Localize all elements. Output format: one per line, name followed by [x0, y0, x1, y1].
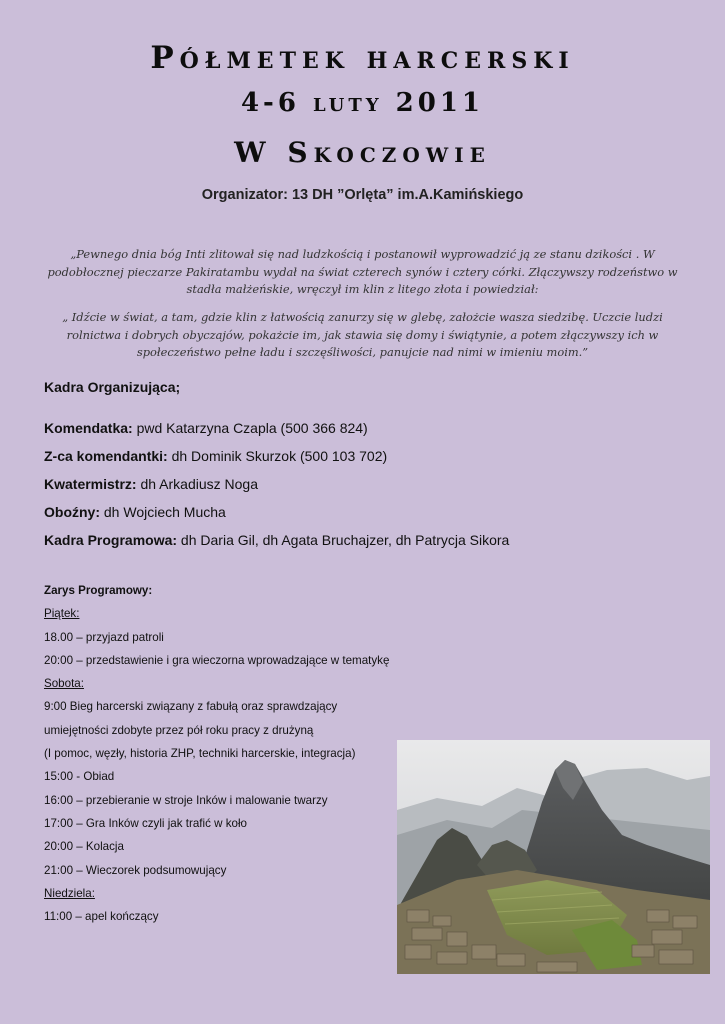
program-item: 18.00 – przyjazd patroli	[44, 630, 164, 644]
program-item: 21:00 – Wieczorek podsumowujący	[44, 863, 227, 877]
event-dates: 4-6 luty 2011	[240, 88, 485, 118]
staff-row-commander	[44, 418, 509, 446]
staff-value: dh Dominik Skurzok (500 103 702)	[167, 448, 388, 464]
staff-label: Komendatka:	[44, 420, 133, 436]
legend-paragraph-2: „ Idźcie w świat, a tam, gdzie klin z łatwością zanurzy się w glebę, założcie wasza siedzibę. Uczcie ludzi rolnictwa i dobrych obyczajów, pokażcie im, jak stawia się domy i świątynie, a potem złączywszy ich w społeczeństwo pełne ładu i szczęśliwości, panujcie nad nimi w imieniu moim.”	[62, 310, 663, 359]
program-item: 16:00 – przebieranie w stroje Inków i malowanie twarzy	[44, 793, 328, 807]
program-heading: Zarys Programowy:	[44, 584, 153, 597]
staff-list	[44, 418, 509, 558]
mountain-ruins-image	[397, 740, 710, 974]
page-title: Półmetek harcerski	[150, 40, 575, 76]
program-item: 9:00 Bieg harcerski związany z fabułą oraz sprawdzający	[44, 700, 338, 714]
event-place: W Skoczowie	[234, 136, 491, 169]
program-day-sunday: Niedziela:	[44, 886, 95, 900]
program-item: 20:00 – Kolacja	[44, 840, 124, 854]
program-item: 20:00 – przedstawienie i gra wieczorna wprowadzające w tematykę	[44, 653, 390, 667]
staff-label: Kwatermistrz:	[44, 476, 137, 492]
program-outline	[44, 583, 389, 932]
staff-value: pwd Katarzyna Czapla (500 366 824)	[132, 420, 368, 436]
staff-value: dh Wojciech Mucha	[100, 504, 226, 520]
staff-label: Kadra Programowa:	[44, 532, 178, 548]
program-day-saturday: Sobota:	[44, 677, 84, 691]
staff-row-program-staff	[44, 530, 509, 558]
program-item: 15:00 - Obiad	[44, 770, 115, 784]
staff-row-camp-marshal	[44, 502, 509, 530]
organizer-line: Organizator: 13 DH ”Orlęta” im.A.Kamińskiego	[201, 187, 524, 203]
staff-value: dh Daria Gil, dh Agata Bruchajzer, dh Patrycja Sikora	[177, 532, 510, 548]
staff-label: Oboźny:	[44, 504, 100, 520]
program-day-friday: Piątek:	[44, 607, 80, 621]
staff-row-deputy	[44, 446, 509, 474]
program-item: (I pomoc, węzły, historia ZHP, techniki harcerskie, integracja)	[44, 747, 356, 761]
program-item: umiejętności zdobyte przez pół roku pracy z drużyną	[44, 723, 314, 737]
staff-label: Z-ca komendantki:	[44, 448, 168, 464]
staff-value: dh Arkadiusz Noga	[136, 476, 258, 492]
program-item: 17:00 – Gra Inków czyli jak trafić w koło	[44, 816, 247, 830]
program-item: 11:00 – apel kończący	[44, 910, 159, 924]
legend-paragraph-1: „Pewnego dnia bóg Inti zlitował się nad ludzkością i postanowił wyprowadzić ją ze stanu dzikości . W podobłocznej pieczarze Pakiratambu wydał na świat czterech synów i cztery córki. Złączywszy rodzeństwo w stadła małżeńskie, wręczył im klin z litego złota i powiedział:	[47, 247, 678, 296]
machu-picchu-photo	[397, 740, 710, 974]
staff-heading: Kadra Organizująca;	[44, 379, 181, 395]
staff-row-quartermaster	[44, 474, 509, 502]
